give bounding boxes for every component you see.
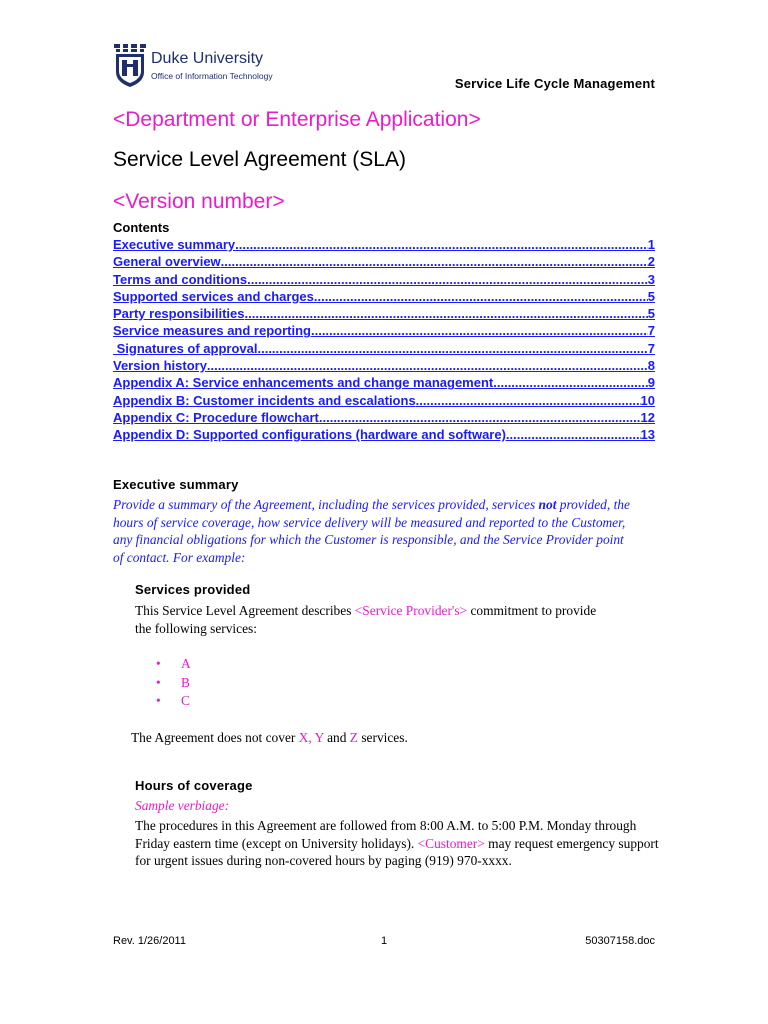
header-title: Service Life Cycle Management [454, 76, 655, 91]
bullet-icon: • [156, 674, 161, 690]
service-provider-placeholder: <Service Provider's> [354, 603, 468, 618]
not-covered-part: services. [357, 730, 408, 745]
toc-item-page: 12 [640, 409, 655, 425]
contents-heading: Contents [113, 220, 170, 235]
toc-item[interactable] [113, 323, 655, 340]
list-item-label: A [181, 656, 191, 671]
not-covered-comma: , [308, 730, 315, 745]
toc-item[interactable] [113, 254, 655, 271]
list-item [156, 675, 191, 694]
hours-of-coverage-heading: Hours of coverage [135, 778, 253, 793]
toc-item-label: Appendix B: Customer incidents and escalations [113, 392, 416, 408]
not-covered-part: The Agreement does not cover [131, 730, 299, 745]
toc-item-label: General overview [113, 254, 221, 270]
toc-item-label: Party responsibilities [113, 306, 245, 322]
toc-item-page: 5 [647, 288, 655, 304]
executive-summary-heading: Executive summary [113, 477, 239, 492]
bullet-icon: • [156, 693, 161, 708]
footer-page-number: 1 [381, 935, 388, 947]
hours-text-part: The procedures in this Agreement are followed from 8:00 A.M. to 5:00 P.M. Monday through Friday eastern time (except on University holidays). [135, 818, 637, 851]
toc-item[interactable] [113, 358, 655, 375]
footer-filename: 50307158.doc [585, 935, 655, 947]
toc-item-page: 2 [647, 254, 655, 270]
not-covered-text [131, 729, 408, 747]
footer-revision: Rev. 1/26/2011 [113, 935, 186, 947]
services-provided-heading: Services provided [135, 582, 251, 597]
toc-item[interactable] [113, 393, 655, 410]
toc-item[interactable] [113, 306, 655, 323]
toc-item[interactable] [113, 410, 655, 427]
list-item [156, 656, 191, 675]
duke-shield-icon [114, 44, 146, 88]
toc-item-label: Terms and conditions [113, 271, 248, 287]
list-item [156, 693, 191, 712]
list-item-label: B [181, 674, 190, 690]
list-item-label: C [181, 693, 190, 708]
toc-item-label: Signatures of approval [113, 340, 258, 356]
services-list [156, 656, 191, 712]
sla-title: Service Level Agreement (SLA) [113, 148, 406, 171]
toc-item-page: 7 [647, 340, 655, 356]
executive-summary-text [113, 496, 633, 566]
toc-item-page: 7 [647, 323, 655, 339]
toc-item[interactable] [113, 272, 655, 289]
logo-university-name: Duke University [151, 50, 264, 67]
customer-placeholder: <Customer> [417, 835, 485, 851]
toc-item[interactable] [113, 427, 655, 444]
toc-item[interactable] [113, 289, 655, 306]
sample-verbiage-label: Sample verbiage: [135, 798, 230, 813]
services-intro-part: commitment to provide the following services: [135, 603, 597, 636]
service-y: Y [314, 730, 324, 745]
toc-item[interactable] [113, 341, 655, 358]
toc-item-page: 13 [640, 427, 655, 443]
service-z: Z [349, 730, 358, 745]
toc-item-label: Appendix C: Procedure flowchart [113, 409, 319, 425]
not-covered-part: and [323, 730, 350, 745]
bullet-icon: • [156, 656, 161, 671]
duke-logo [114, 44, 314, 88]
toc-item-label: Service measures and reporting [113, 323, 311, 339]
table-of-contents [113, 237, 655, 445]
summary-text-part: provided, the hours of service coverage, how service delivery will be measured and reported to the Customer, any financial obligations for which the Customer is responsible, and the Service Provider point of contact. For example: [113, 497, 630, 565]
hours-text [135, 817, 660, 870]
toc-item[interactable] [113, 237, 655, 254]
toc-item-page: 9 [647, 375, 655, 391]
logo-office-name: Office of Information Technology [151, 71, 273, 81]
summary-text-bold: not [538, 497, 557, 512]
hours-text-part: may request emergency support for urgent issues during non-covered hours by paging (919) 970-xxxx. [135, 835, 659, 868]
toc-item-page: 5 [647, 306, 655, 322]
services-intro-part: This Service Level Agreement describes [135, 603, 355, 618]
toc-item-page: 1 [647, 237, 655, 252]
toc-item[interactable] [113, 375, 655, 392]
department-title: <Department or Enterprise Application> [113, 108, 481, 131]
services-intro [135, 602, 615, 637]
version-title: <Version number> [113, 190, 285, 213]
toc-item-label: Supported services and charges [113, 288, 314, 304]
toc-item-label: Appendix A: Service enhancements and change management [113, 375, 494, 391]
summary-text-part: Provide a summary of the Agreement, including the services provided, services [113, 497, 539, 512]
toc-item-page: 10 [640, 392, 655, 408]
toc-item-label: Executive summary [113, 237, 236, 252]
toc-item-label: Appendix D: Supported configurations (hardware and software) [113, 427, 506, 443]
toc-item-page: 8 [647, 358, 655, 374]
toc-item-label: Version history [113, 358, 207, 374]
service-x: X [298, 730, 309, 745]
toc-item-page: 3 [647, 271, 655, 287]
